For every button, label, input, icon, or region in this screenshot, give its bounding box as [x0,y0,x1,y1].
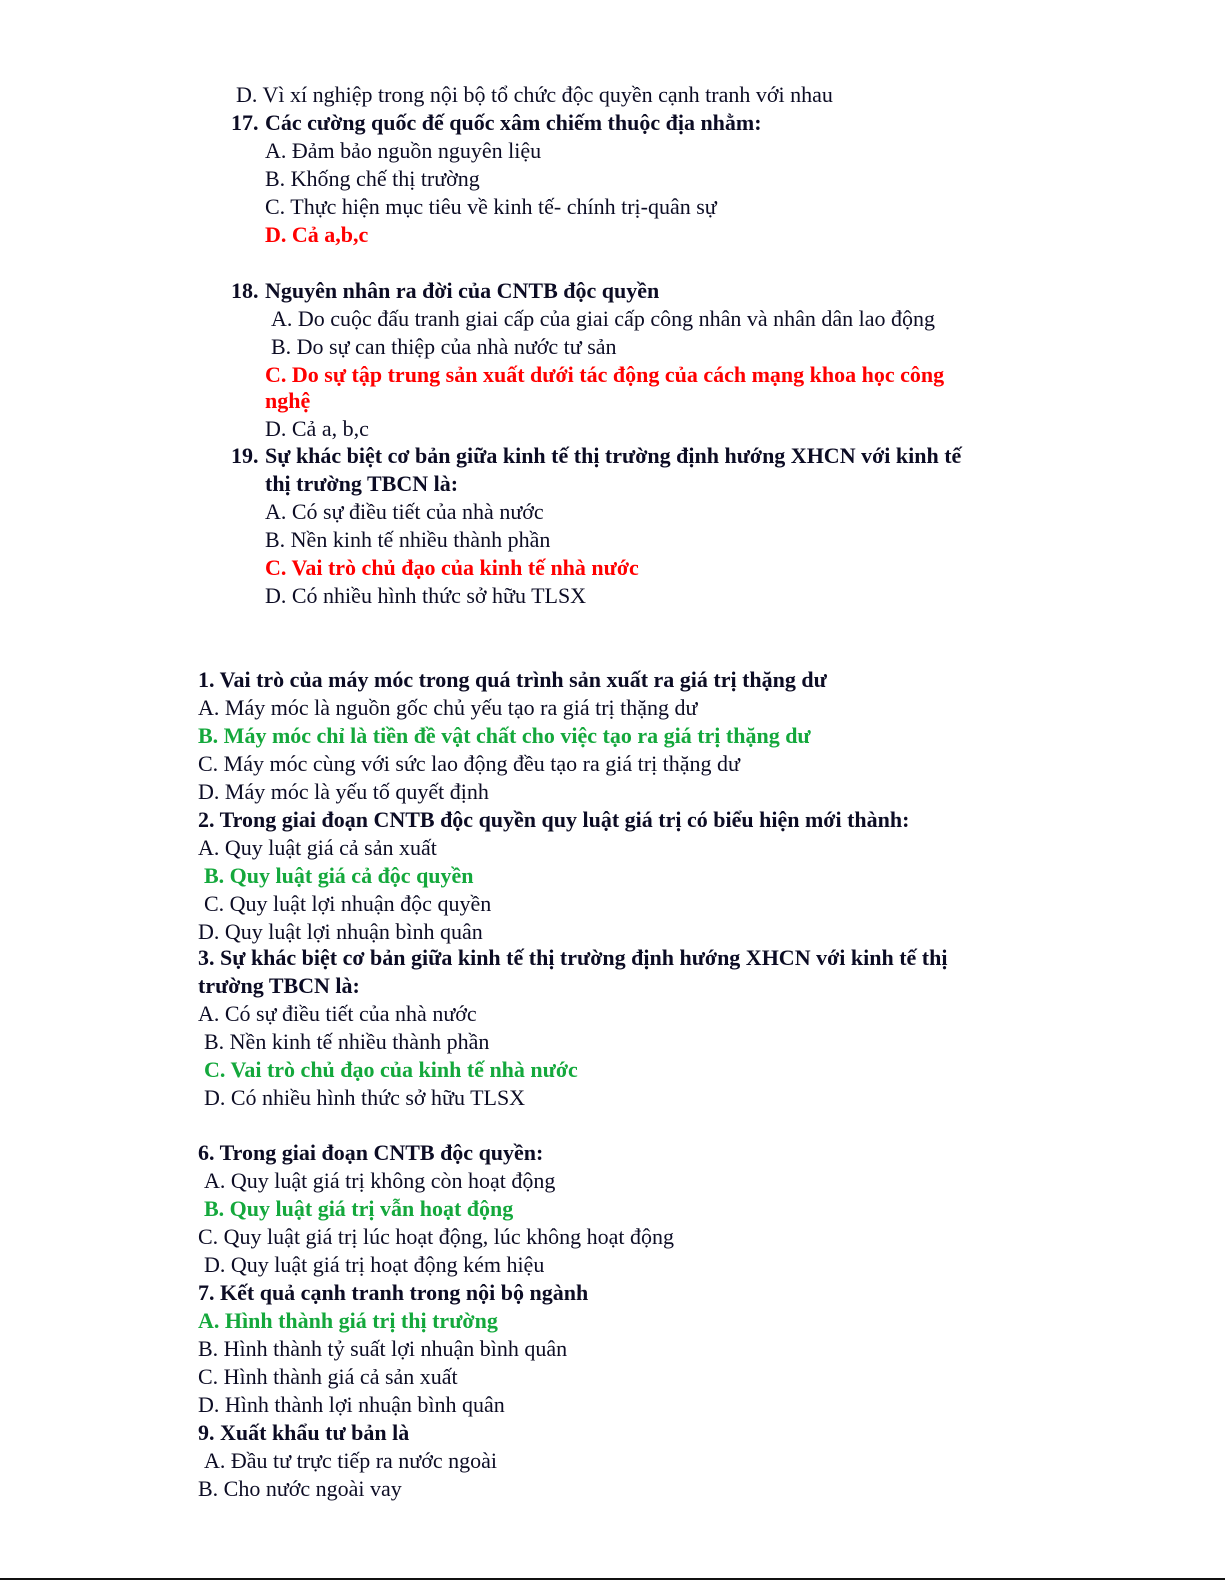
answer-c-correct-cont: nghệ [265,388,311,413]
answer-b: B. Nền kinh tế nhiều thành phần [265,527,551,552]
answer-d-correct: D. Cả a,b,c [265,222,369,247]
answer-b: B. Nền kinh tế nhiều thành phần [204,1029,490,1054]
answer-b: B. Hình thành tỷ suất lợi nhuận bình quân [198,1336,568,1361]
question-3: 3. Sự khác biệt cơ bản giữa kinh tế thị trường định hướng XHCN với kinh tế thị [198,945,948,970]
answer-c-correct: C. Do sự tập trung sản xuất dưới tác động của cách mạng khoa học công [265,362,945,387]
question-18 [231,277,659,305]
question-7: 7. Kết quả cạnh tranh trong nội bộ ngành [198,1280,589,1305]
answer-b: B. Do sự can thiệp của nhà nước tư sản [271,334,617,359]
question-19 [231,442,961,470]
question-text: Sự khác biệt cơ bản giữa kinh tế thị trường định hướng XHCN với kinh tế [265,443,962,468]
question-number: 17. [231,110,259,135]
page-bottom-rule [0,1578,1225,1580]
answer-d-prev: D. Vì xí nghiệp trong nội bộ tổ chức độc quyền cạnh tranh với nhau [236,82,833,107]
answer-a: A. Đảm bảo nguồn nguyên liệu [265,138,542,163]
question-9: 9. Xuất khẩu tư bản là [198,1420,410,1445]
answer-c: C. Quy luật giá trị lúc hoạt động, lúc không hoạt động [198,1224,674,1249]
answer-d: D. Máy móc là yếu tố quyết định [198,779,489,804]
question-1: 1. Vai trò của máy móc trong quá trình sản xuất ra giá trị thặng dư [198,667,827,692]
answer-a: A. Đầu tư trực tiếp ra nước ngoài [204,1448,497,1473]
answer-a: A. Do cuộc đấu tranh giai cấp của giai cấp công nhân và nhân dân lao động [271,306,936,331]
answer-d: D. Hình thành lợi nhuận bình quân [198,1392,505,1417]
answer-c-correct: C. Vai trò chủ đạo của kinh tế nhà nước [204,1057,578,1082]
question-number: 19. [231,443,259,468]
question-6: 6. Trong giai đoạn CNTB độc quyền: [198,1140,544,1165]
answer-a: A. Quy luật giá cả sản xuất [198,835,437,860]
answer-b-correct: B. Quy luật giá trị vẫn hoạt động [204,1196,514,1221]
answer-b: B. Khống chế thị trường [265,166,480,191]
question-2: 2. Trong giai đoạn CNTB độc quyền quy luật giá trị có biểu hiện mới thành: [198,807,910,832]
answer-b: B. Cho nước ngoài vay [198,1476,402,1501]
answer-a-correct: A. Hình thành giá trị thị trường [198,1308,498,1333]
answer-c-correct: C. Vai trò chủ đạo của kinh tế nhà nước [265,555,639,580]
question-text: Các cường quốc đế quốc xâm chiếm thuộc địa nhằm: [265,110,762,135]
answer-d: D. Có nhiều hình thức sở hữu TLSX [265,583,587,608]
question-17 [231,109,762,137]
question-3-cont: trường TBCN là: [198,973,360,998]
question-text: Nguyên nhân ra đời của CNTB độc quyền [265,278,660,303]
answer-c: C. Thực hiện mục tiêu về kinh tế- chính trị-quân sự [265,194,717,219]
answer-d: D. Quy luật lợi nhuận bình quân [198,919,483,944]
question-number: 18. [231,278,259,303]
answer-d: D. Có nhiều hình thức sở hữu TLSX [204,1085,526,1110]
answer-a: A. Máy móc là nguồn gốc chủ yếu tạo ra giá trị thặng dư [198,695,698,720]
answer-a: A. Có sự điều tiết của nhà nước [198,1001,477,1026]
answer-a: A. Có sự điều tiết của nhà nước [265,499,544,524]
answer-b-correct: B. Quy luật giá cả độc quyền [204,863,474,888]
answer-d: D. Cả a, b,c [265,416,369,441]
answer-d: D. Quy luật giá trị hoạt động kém hiệu [204,1252,545,1277]
answer-c: C. Máy móc cùng với sức lao động đều tạo ra giá trị thặng dư [198,751,740,776]
answer-b-correct: B. Máy móc chỉ là tiền đề vật chất cho việc tạo ra giá trị thặng dư [198,723,811,748]
answer-c: C. Hình thành giá cả sản xuất [198,1364,458,1389]
answer-a: A. Quy luật giá trị không còn hoạt động [204,1168,556,1193]
question-19-cont: thị trường TBCN là: [265,471,459,496]
answer-c: C. Quy luật lợi nhuận độc quyền [204,891,492,916]
